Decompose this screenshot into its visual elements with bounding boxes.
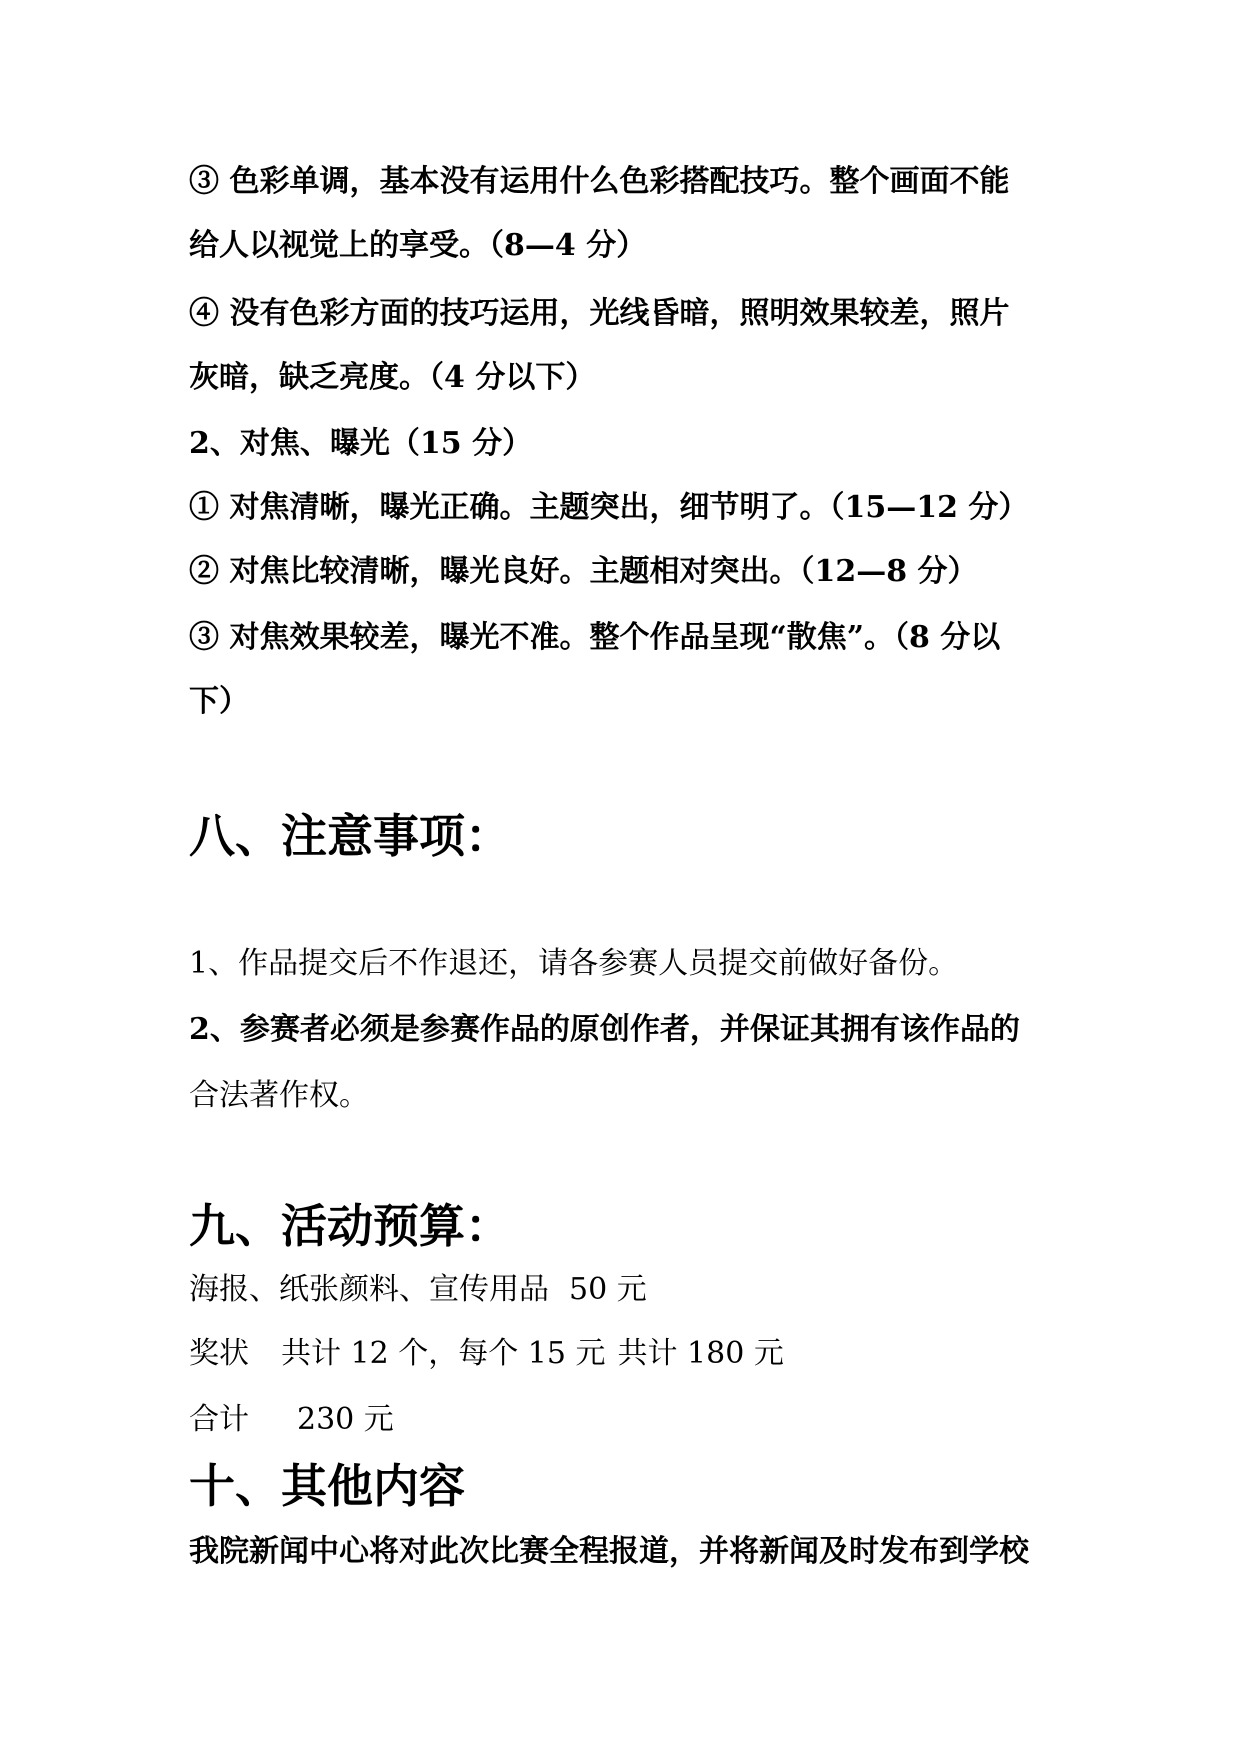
focus-item-2: ② 对焦比较清晰，曝光良好。主题相对突出。（12—8 分） bbox=[189, 554, 978, 589]
budget-row-3-amount: 230 元 bbox=[297, 1402, 394, 1437]
budget-row-1-item: 海报、纸张颜料、宣传用品 bbox=[189, 1272, 549, 1307]
section-10-heading: 十、其他内容 bbox=[189, 1459, 465, 1513]
budget-row-1-amount: 50 元 bbox=[569, 1272, 647, 1307]
criteria-item-3-line-2: 给人以视觉上的享受。（8—4 分） bbox=[189, 228, 647, 263]
budget-row-3 bbox=[189, 1400, 1069, 1440]
budget-row-2-item: 奖状 bbox=[189, 1336, 249, 1371]
criteria-item-4-line-1: ④ 没有色彩方面的技巧运用，光线昏暗，照明效果较差，照片 bbox=[189, 296, 1010, 331]
section-9-heading: 九、活动预算： bbox=[189, 1199, 511, 1253]
budget-row-2-detail: 共计 12 个，每个 15 元 bbox=[281, 1336, 606, 1371]
note-2-line-1: 2、参赛者必须是参赛作品的原创作者，并保证其拥有该作品的 bbox=[189, 1012, 1020, 1047]
focus-item-3-line-1: ③ 对焦效果较差，曝光不准。整个作品呈现“散焦”。（8 分以 bbox=[189, 620, 1001, 655]
budget-row-2 bbox=[189, 1334, 1069, 1374]
criteria-item-4-line-2: 灰暗，缺乏亮度。（4 分以下） bbox=[189, 360, 596, 395]
focus-item-1: ① 对焦清晰，曝光正确。主题突出，细节明了。（15—12 分） bbox=[189, 490, 1029, 525]
other-content-line-1: 我院新闻中心将对此次比赛全程报道，并将新闻及时发布到学校 bbox=[189, 1534, 1029, 1569]
criteria-item-3-line-1: ③ 色彩单调，基本没有运用什么色彩搭配技巧。整个画面不能 bbox=[189, 164, 1010, 199]
budget-row-3-item: 合计 bbox=[189, 1402, 249, 1437]
note-2-line-2: 合法著作权。 bbox=[189, 1078, 369, 1113]
focus-exposure-title: 2、对焦、曝光（15 分） bbox=[189, 426, 533, 461]
budget-row-2-amount: 共计 180 元 bbox=[617, 1336, 784, 1371]
focus-item-3-line-2: 下） bbox=[189, 684, 249, 719]
budget-row-1 bbox=[189, 1270, 1069, 1310]
section-8-heading: 八、注意事项： bbox=[189, 809, 511, 863]
note-1: 1、作品提交后不作退还，请各参赛人员提交前做好备份。 bbox=[189, 946, 959, 981]
